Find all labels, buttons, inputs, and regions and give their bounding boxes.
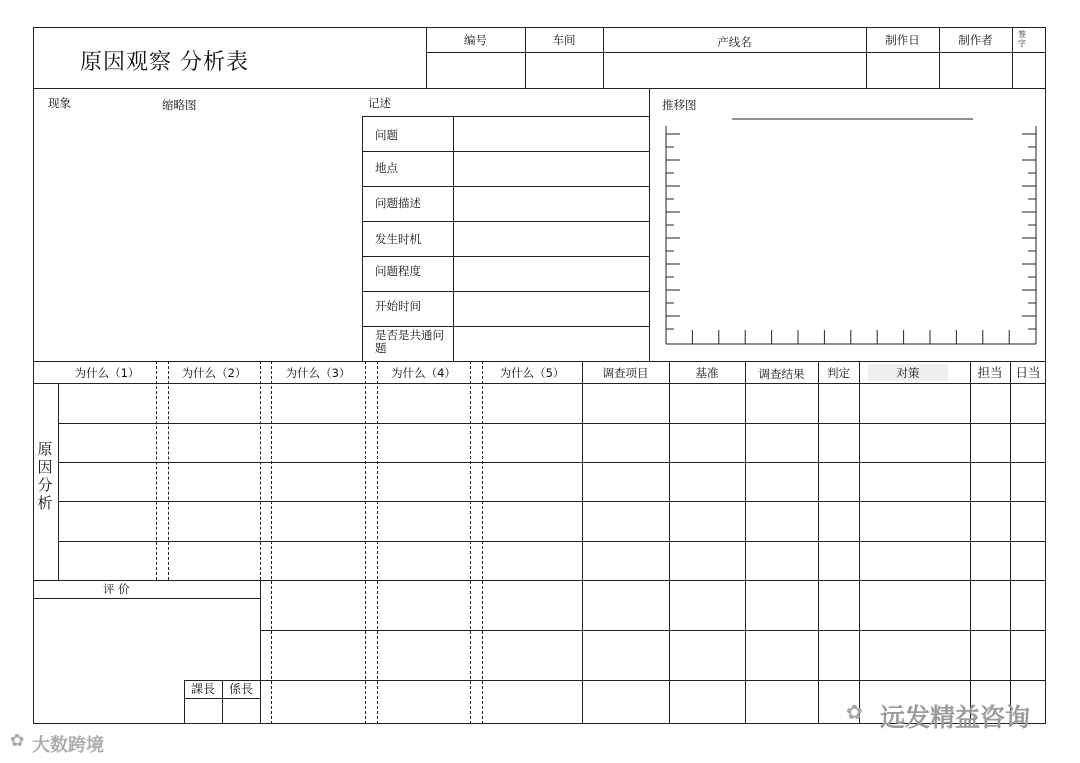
date-header: 日当 <box>1015 365 1041 380</box>
investigation-item-header: 调查项目 <box>602 366 649 380</box>
countermeasure-header: 对策 <box>896 366 920 380</box>
phenomenon-label: 现象 <box>48 96 71 110</box>
why-dashed-line <box>168 361 169 580</box>
why-dashed-line <box>365 361 366 724</box>
header-line-name: 产线名 <box>717 35 752 49</box>
watermark-right: 远发精益咨询 <box>880 703 1031 732</box>
why-dashed-line <box>156 361 157 580</box>
standard-header: 基准 <box>695 366 719 380</box>
wechat-watermark-icon: ✿ <box>846 700 863 724</box>
record-row-label: 问题 <box>375 128 398 142</box>
why-4-header: 为什么（4） <box>391 366 456 380</box>
why-dashed-line <box>470 361 471 724</box>
header-date: 制作日 <box>885 33 920 47</box>
why-2-header: 为什么（2） <box>181 366 247 380</box>
manager-label: 課長 <box>190 682 215 696</box>
table-row-line <box>58 423 1046 424</box>
column-line <box>1010 361 1011 724</box>
cause-label-line <box>58 383 59 580</box>
column-line <box>970 361 971 724</box>
watermark-left: 大数跨境 <box>32 735 104 756</box>
page-title: 原因观察 分析表 <box>80 50 249 75</box>
header-workshop: 车间 <box>552 33 576 47</box>
trend-label: 推移图 <box>662 98 697 112</box>
table-top-line <box>33 361 1046 362</box>
evaluation-line <box>33 598 260 599</box>
evaluation-label: 评 价 <box>103 582 130 596</box>
why-dashed-line <box>260 361 261 580</box>
why-dashed-line <box>271 361 272 724</box>
table-row-line <box>33 580 1046 581</box>
record-row-label: 问题描述 <box>375 196 421 210</box>
column-line <box>859 361 860 724</box>
header-number: 编号 <box>464 33 487 47</box>
cause-analysis-label: 原因分析 <box>37 440 53 512</box>
header-signature: 签字 <box>1018 30 1026 48</box>
record-row-label: 开始时间 <box>375 299 421 313</box>
table-row-line <box>58 541 1046 542</box>
why-dashed-line <box>377 361 378 724</box>
why-3-header: 为什么（3） <box>285 366 351 380</box>
column-line <box>818 361 819 724</box>
table-header-line <box>33 383 1046 384</box>
record-row-label: 是否是共通问题 <box>375 328 444 355</box>
result-header: 调查结果 <box>758 367 805 381</box>
owner-header: 担当 <box>977 365 1003 380</box>
chief-label: 係長 <box>228 682 253 696</box>
table-row-line <box>58 462 1046 463</box>
header-author: 制作者 <box>958 33 993 47</box>
record-row-label: 地点 <box>375 161 398 175</box>
wechat-watermark-icon: ✿ <box>10 731 25 751</box>
column-line <box>669 361 670 724</box>
record-label: 记述 <box>368 96 391 110</box>
why-1-header: 为什么（1） <box>74 366 140 380</box>
thumbnail-label: 缩略图 <box>162 98 197 112</box>
record-row-label: 问题程度 <box>375 264 421 278</box>
column-line <box>745 361 746 724</box>
why-dashed-line <box>482 361 483 724</box>
table-row-line <box>58 501 1046 502</box>
column-line <box>582 361 583 724</box>
judgement-header: 判定 <box>827 366 850 380</box>
record-row-label: 发生时机 <box>375 232 421 246</box>
why-5-header: 为什么（5） <box>499 366 565 380</box>
evaluation-right-line <box>260 580 261 724</box>
